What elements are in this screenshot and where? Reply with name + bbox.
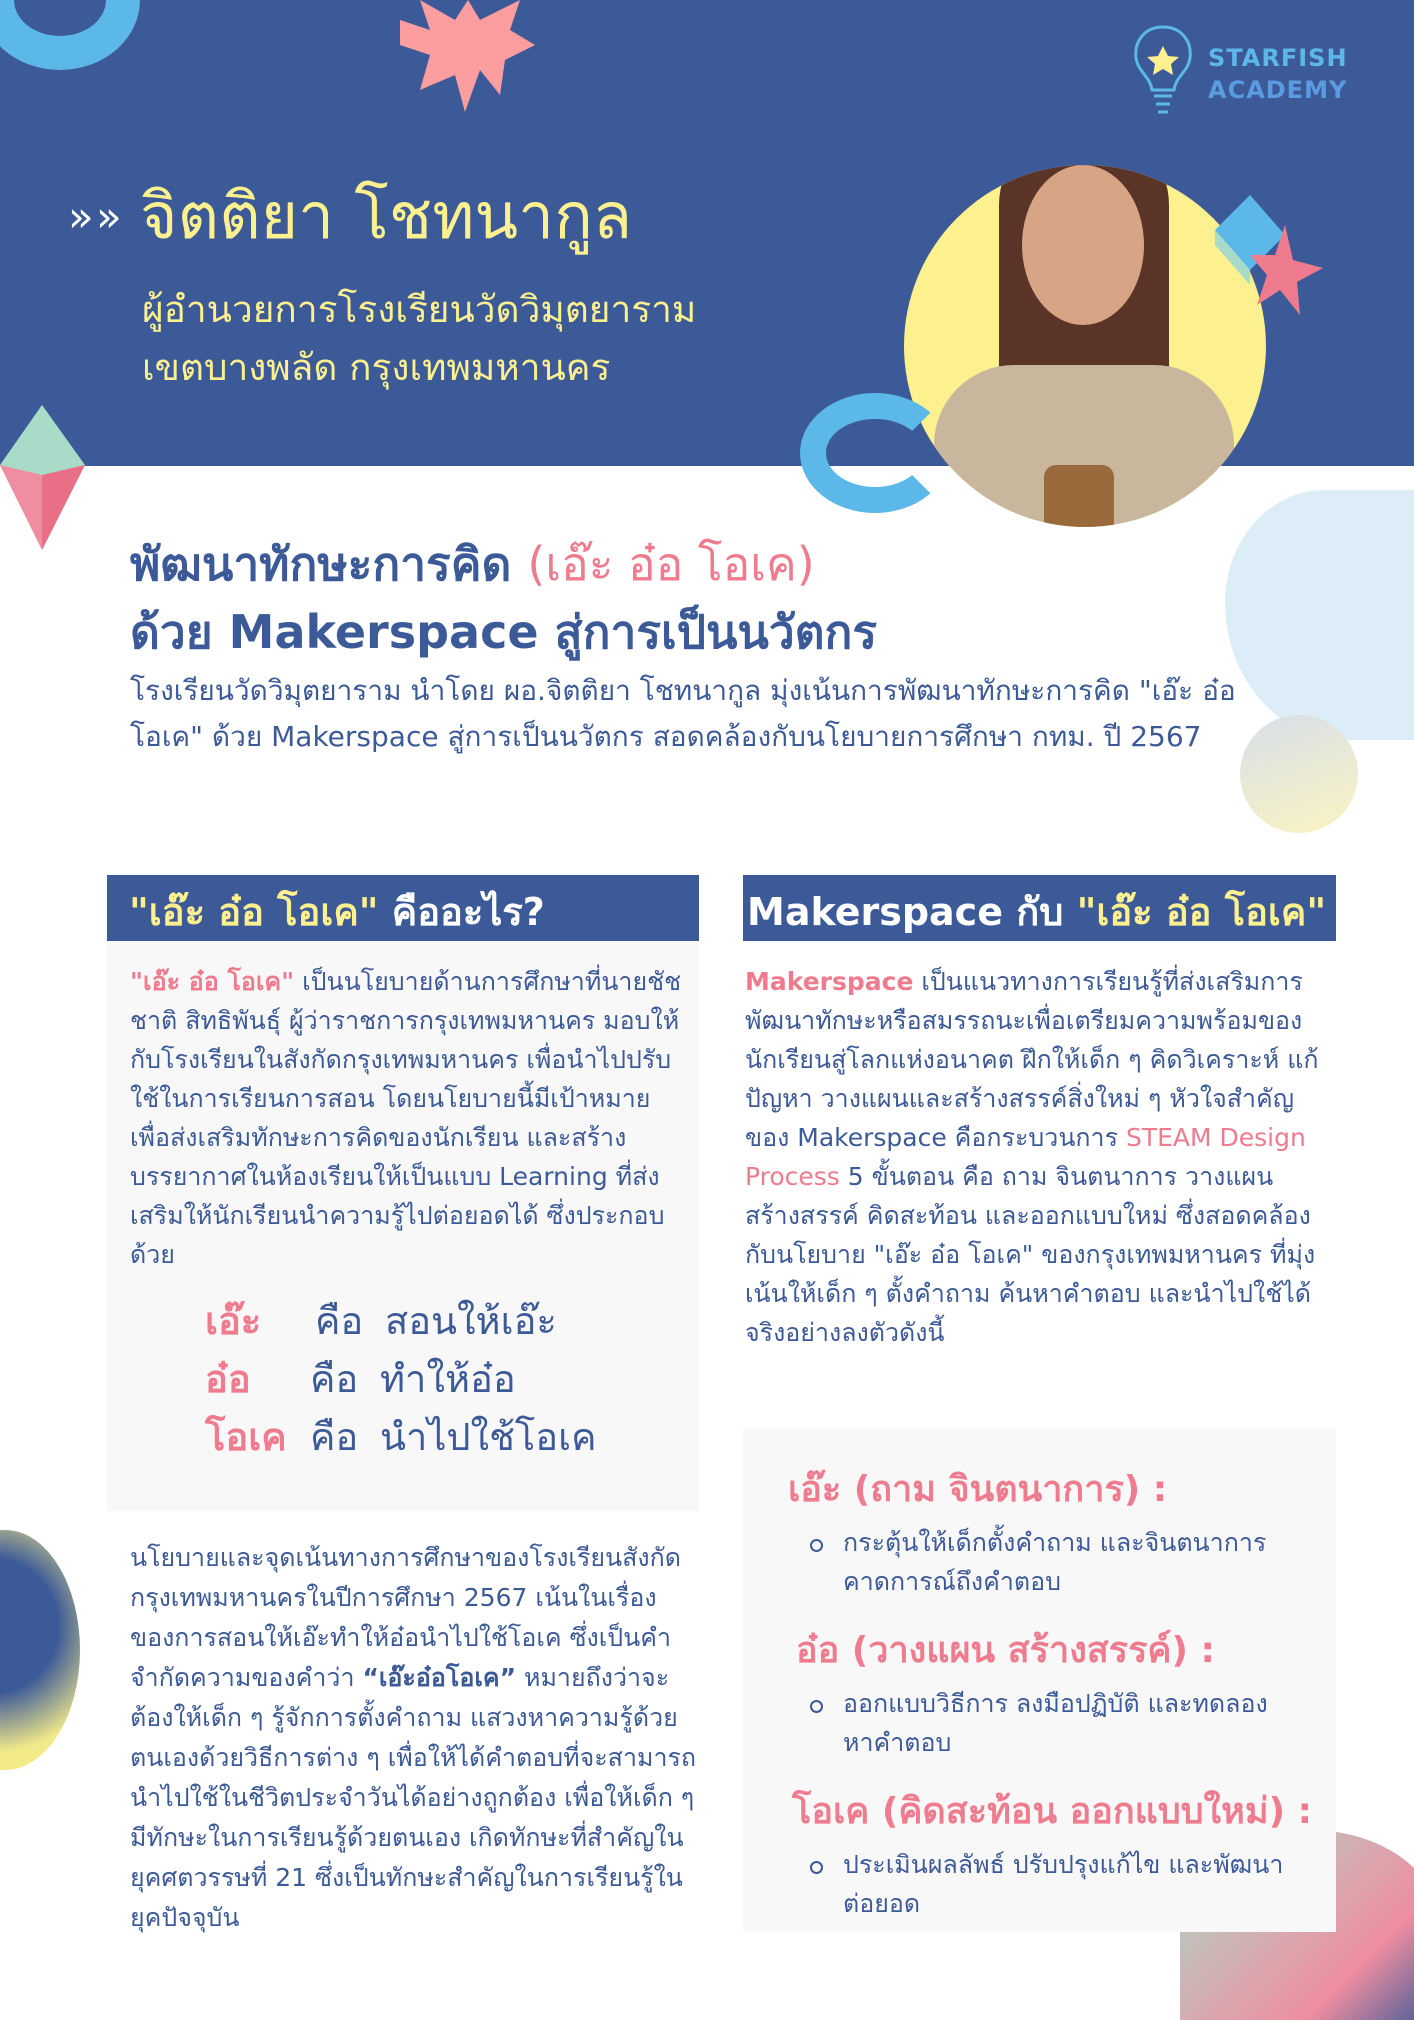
step-bullet: กระตุ้นให้เด็กตั้งคำถาม และจินตนาการคาดการณ์ถึงคำตอบ: [798, 1523, 1296, 1601]
makerspace-paragraph: [745, 962, 1335, 1352]
definition-term: โอเค: [205, 1415, 287, 1459]
chevron-icon: »: [68, 192, 80, 241]
semicircle-decoration: [0, 1530, 80, 1770]
intro-paragraph: โรงเรียนวัดวิมุตยาราม นำโดย ผอ.จิตติยา โชทนากูล มุ่งเน้นการพัฒนาทักษะการคิด "เอ๊ะ อ๋อ โอเค" ด้วย Makerspace สู่การเป็นนวัตกร สอดคล้องกับนโยบายการศึกษา กทม. ปี 2567: [130, 674, 1236, 753]
heading-accent: "เอ๊ะ อ๋อ โอเค": [1076, 890, 1327, 934]
definition-meaning: สอนให้เอ๊ะ: [385, 1299, 557, 1343]
definition-is: คือ: [315, 1299, 364, 1343]
step-bullet: ประเมินผลลัพธ์ ปรับปรุงแก้ไข และพัฒนาต่อยอด: [798, 1845, 1296, 1923]
term-accent: "เอ๊ะ อ๋อ โอเค": [130, 967, 295, 996]
definitions-list: [205, 1292, 597, 1466]
logo-line-1: STARFISH: [1208, 44, 1348, 72]
left-paragraph: [130, 962, 690, 1274]
star-cube-decoration: [1205, 190, 1325, 320]
main-title-line-2: ด้วย Makerspace สู่การเป็นนวัตกร: [130, 605, 878, 659]
position-line-2: เขตบางพลัด กรุงเทพมหานคร: [142, 346, 611, 389]
definition-term: เอ๊ะ: [205, 1299, 262, 1343]
title-text: พัฒนาทักษะการคิด: [130, 537, 512, 591]
definition-meaning: นำไปใช้โอเค: [380, 1415, 597, 1459]
step-heading: เอ๊ะ (ถาม จินตนาการ) :: [788, 1469, 1168, 1510]
steam-accent: STEAM Design Process: [745, 1123, 1306, 1191]
ring-decoration: [800, 393, 950, 513]
person-name: จิตติยา โชทนากูล: [140, 180, 633, 254]
right-section-heading: [743, 875, 1336, 941]
heading-accent: "เอ๊ะ อ๋อ โอเค": [129, 890, 379, 934]
paragraph-text: เป็นนโยบายด้านการศึกษาที่นายชัชชาติ สิทธิพันธุ์ ผู้ว่าราชการกรุงเทพมหานคร มอบให้กับโรงเรียนในสังกัดกรุงเทพมหานคร เพื่อนำไปปรับใช้ในการเรียนการสอน โดยนโยบายนี้มีเป้าหมายเพื่อส่งเสริมทักษะการคิดของนักเรียน และสร้างบรรยากาศในห้องเรียนให้เป็นแบบ Learning ที่ส่งเสริมให้นักเรียนนำความรู้ไปต่อยอดได้ ซึ่งประกอบด้วย: [130, 967, 682, 1269]
definition-row: [205, 1408, 597, 1466]
starburst-decoration: [400, 0, 535, 115]
title-accent: (เอ๊ะ อ๋อ โอเค): [527, 537, 815, 591]
step-bullet: ออกแบบวิธีการ ลงมือปฏิบัติ และทดลองหาคำตอบ: [798, 1684, 1296, 1762]
step-heading: อ๋อ (วางแผน สร้างสรรค์) :: [796, 1630, 1215, 1671]
policy-paragraph: [130, 1538, 700, 1938]
definition-is: คือ: [310, 1357, 359, 1401]
makerspace-accent: Makerspace: [745, 967, 914, 996]
lightbulb-logo-icon: [1130, 24, 1196, 116]
definition-meaning: ทำให้อ๋อ: [380, 1357, 516, 1401]
heading-text: Makerspace กับ: [747, 890, 1077, 934]
brand-logo-text: [1208, 42, 1348, 106]
definition-term: อ๋อ: [205, 1357, 251, 1401]
paragraph-text: 5 ขั้นตอน คือ ถาม จินตนาการ วางแผน สร้างสรรค์ คิดสะท้อน และออกแบบใหม่ ซึ่งสอดคล้องกับนโยบาย "เอ๊ะ อ๋อ โอเค" ของกรุงเทพมหานคร ที่มุ่งเน้นให้เด็ก ๆ ตั้งคำถาม ค้นหาคำตอบ และนำไปใช้ได้จริงอย่างลงตัวดังนี้: [745, 1162, 1316, 1347]
left-section-heading: [107, 875, 699, 941]
heading-text: คืออะไร?: [378, 890, 545, 934]
chevron-icon: »: [96, 192, 122, 241]
definition-row: [205, 1292, 597, 1350]
position-line-1: ผู้อำนวยการโรงเรียนวัดวิมุตยาราม: [142, 288, 697, 331]
logo-line-2: ACADEMY: [1208, 76, 1348, 104]
paragraph-text: หมายถึงว่าจะต้องให้เด็ก ๆ รู้จักการตั้งคำถาม แสวงหาความรู้ด้วยตนเองด้วยวิธีการต่าง ๆ เพื่อให้ได้คำตอบที่จะสามารถนำไปใช้ในชีวิตประจำวันได้อย่างถูกต้อง เพื่อให้เด็ก ๆ มีทักษะในการเรียนรู้ด้วยตนเอง เกิดทักษะที่สำคัญในยุคศตวรรษที่ 21 ซึ่งเป็นทักษะสำคัญในการเรียนรู้ในยุคปัจจุบัน: [130, 1663, 697, 1932]
main-title-line-1: [130, 528, 815, 601]
definition-is: คือ: [310, 1415, 359, 1459]
steps-box: [743, 1428, 1336, 1932]
paragraph-text: เป็นแนวทางการเรียนรู้ที่ส่งเสริมการพัฒนาทักษะหรือสมรรถนะเพื่อเตรียมความพร้อมของนักเรียนสู่โลกแห่งอนาคต ฝึกให้เด็ก ๆ คิดวิเคราะห์ แก้ปัญหา วางแผนและสร้างสรรค์สิ่งใหม่ ๆ หัวใจสำคัญของ Makerspace คือกระบวนการ: [745, 967, 1319, 1152]
step-heading: โอเค (คิดสะท้อน ออกแบบใหม่) :: [792, 1791, 1312, 1832]
gem-decoration: [0, 405, 85, 550]
paragraph-text: นโยบายและจุดเน้นทางการศึกษาของโรงเรียนสังกัดกรุงเทพมหานครในปีการศึกษา 2567 เน้นในเรื่องของการสอนให้เอ๊ะทำให้อ๋อนำไปใช้โอเค ซึ่งเป็นคำจำกัดความของคำว่า: [130, 1543, 681, 1692]
bold-term: “เอ๊ะอ๋อโอเค”: [362, 1663, 517, 1692]
definition-row: [205, 1350, 597, 1408]
